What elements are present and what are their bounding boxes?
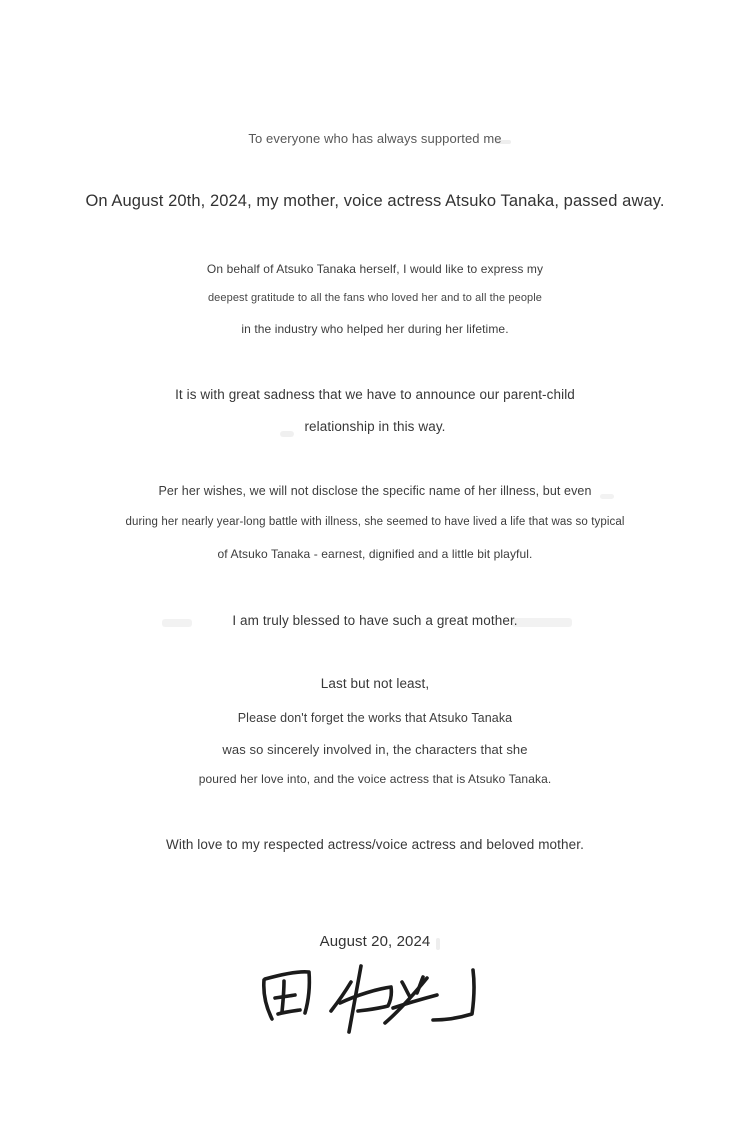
closing-line: With love to my respected actress/voice actress and beloved mother.	[166, 837, 584, 852]
announcement-headline: On August 20th, 2024, my mother, voice actress Atsuko Tanaka, passed away.	[85, 192, 665, 210]
paragraph1-line2: deepest gratitude to all the fans who loved her and to all the people	[207, 292, 543, 304]
paragraph1-line1: On behalf of Atsuko Tanaka herself, I would like to express my	[206, 262, 544, 276]
paragraph2-line2: relationship in this way.	[304, 419, 446, 434]
date-line: August 20, 2024	[319, 933, 431, 950]
salutation-line: To everyone who has always supported me	[248, 131, 502, 146]
scan-artifact	[436, 938, 440, 950]
paragraph3-line3: of Atsuko Tanaka - earnest, dignified and a little bit playful.	[217, 547, 533, 561]
scan-artifact	[280, 431, 294, 437]
scan-artifact	[495, 140, 511, 144]
scan-artifact	[512, 618, 572, 627]
paragraph4-line1: I am truly blessed to have such a great mother.	[232, 613, 518, 628]
paragraph5-line2: Please don't forget the works that Atsuko Tanaka	[237, 711, 513, 725]
paragraph5-line1: Last but not least,	[320, 676, 430, 691]
scan-artifact	[162, 619, 192, 627]
signature-strokes-svg	[245, 950, 495, 1040]
paragraph2-line1: It is with great sadness that we have to announce our parent-child	[175, 387, 575, 402]
paragraph3-line1: Per her wishes, we will not disclose the specific name of her illness, but even	[158, 484, 592, 498]
paragraph3-line2: during her nearly year-long battle with illness, she seemed to have lived a life that was so typical	[125, 516, 625, 528]
scan-artifact	[600, 494, 614, 499]
paragraph1-line3: in the industry who helped her during her lifetime.	[241, 322, 509, 336]
paragraph5-line3: was so sincerely involved in, the characters that she	[222, 742, 528, 757]
handwritten-signature	[245, 950, 495, 1040]
paragraph5-line4: poured her love into, and the voice actress that is Atsuko Tanaka.	[198, 772, 552, 786]
